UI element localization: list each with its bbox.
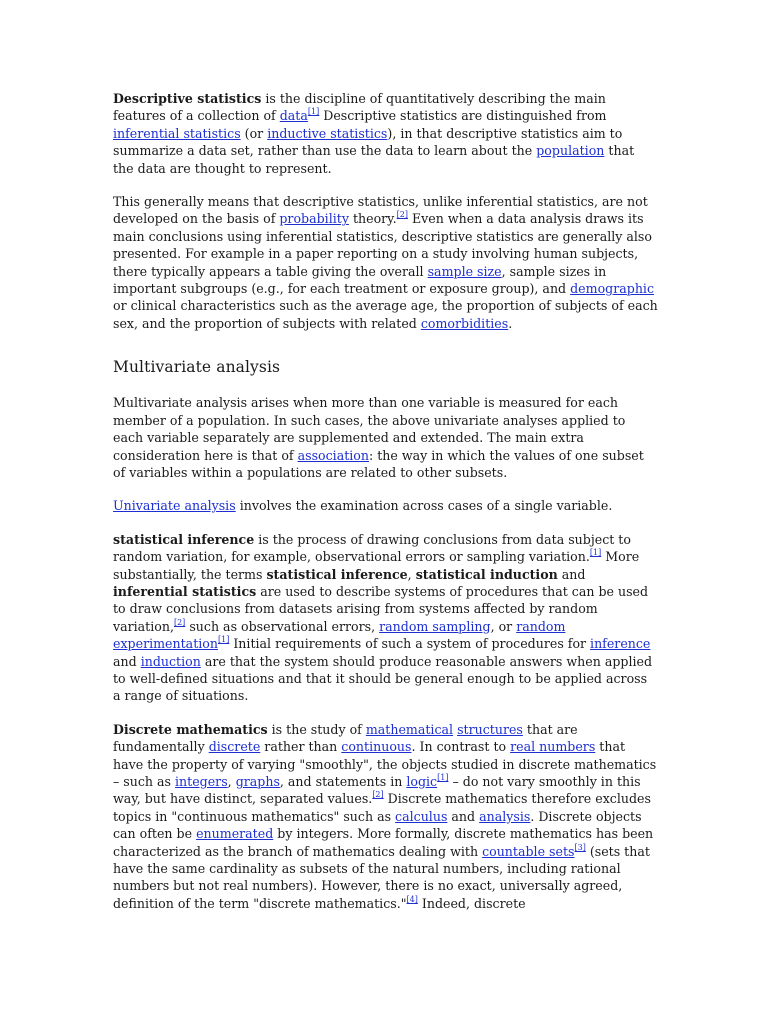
bold-term: Descriptive statistics [113,91,262,106]
citation-link[interactable]: [1] [437,773,449,782]
link-probability[interactable]: probability [279,211,349,227]
citation-link[interactable]: [1] [307,107,320,117]
link-mathematical[interactable]: mathematical [365,721,454,737]
link-univariate-analysis[interactable]: Univariate analysis [113,498,236,514]
citation-link[interactable]: [2] [396,210,408,220]
bold-term: statistical induction [415,566,558,582]
citation-link[interactable]: [1] [217,635,230,645]
citation-link[interactable]: [4] [406,894,418,904]
paragraph-descriptive-details: This generally means that descriptive statistics, unlike inferential statistics, are not developed on the basis of probability theory.[2] Even when a data analysis draws its main conclusions using inferential statistics, descriptive statistics are generally also presented. For example in a paper reporting on a study involving human subjects, there typically appears a table giving the overall sample size, sample sizes in important subgroups (e.g., for each treatment or exposure group), and demographic or clinical characteristics such as the average age, the proportion of subjects of each sex, and the proportion of subjects with related comorbidities. [113,194,658,331]
link-logic[interactable]: logic [406,774,438,789]
link-structures[interactable]: structures [457,721,523,737]
link-inferential-statistics[interactable]: inferential statistics [113,125,241,141]
link-random-experimentation[interactable]: random experimentation [113,618,566,652]
citation-link[interactable]: [3] [574,842,586,852]
link-countable-sets[interactable]: countable sets [482,843,575,859]
link-discrete[interactable]: discrete [208,739,261,755]
paragraph-statistical-inference: statistical inference is the process of drawing conclusions from data subject to random variation, for example, observational errors or sampling variation.[1] More substantially, the terms statistical inference, statistical induction and inferential statistics are used to describe systems of procedures that can be used to draw conclusions from datasets arising from systems affected by random variation,[2] such as observational errors, random sampling, or random experimentation[1] Initial requirements of such a system of procedures for inference and induction are that the system should produce reasonable answers when applied to well-defined situations and that it should be general enough to be applied across a range of situations. [113,531,653,704]
citation-link[interactable]: [1] [589,548,602,558]
link-inference[interactable]: inference [590,636,651,652]
link-analysis[interactable]: analysis [479,808,531,824]
link-demographic[interactable]: demographic [570,281,655,297]
citation-link[interactable]: [2] [372,790,384,800]
citation-link[interactable]: [2] [173,617,186,627]
paragraph-univariate: Univariate analysis involves the examination across cases of a single variable. [113,498,613,514]
bold-term: statistical inference [113,531,255,547]
link-continuous[interactable]: continuous [341,739,412,755]
link-inductive-statistics[interactable]: inductive statistics [267,125,388,141]
bold-term: statistical inference [266,566,408,582]
bold-term: inferential statistics [113,583,257,599]
link-induction[interactable]: induction [140,653,201,669]
link-integers[interactable]: integers [175,774,228,789]
link-data[interactable]: data [279,108,308,124]
link-real-numbers[interactable]: real numbers [510,739,596,755]
link-population[interactable]: population [536,143,605,159]
link-comorbidities[interactable]: comorbidities [420,315,509,331]
bold-term: Discrete mathematics [113,721,268,737]
paragraph-discrete-mathematics: Discrete mathematics is the study of mathematical structures that are fundamentally discrete rather than continuous. In contrast to real numbers that have the property of varying "smoothly", the objects studied in discrete mathematics – such as integers, graphs, and statements in logic[1] – do not vary smoothly in this way, but have distinct, separated values.[2] Discrete mathematics therefore excludes topics in "continuous mathematics" such as calculus and analysis. Discrete objects can often be enumerated by integers. More formally, discrete mathematics has been characterized as the branch of mathematics dealing with countable sets[3] (sets that have the same cardinality as subsets of the natural numbers, including rational numbers but not real numbers). However, there is no exact, universally agreed, definition of the term "discrete mathematics."[4] Indeed, discrete [113,721,657,911]
link-graphs[interactable]: graphs [235,774,280,789]
section-heading: Multivariate analysis [113,358,281,377]
link-sample-size[interactable]: sample size [427,263,502,279]
link-enumerated[interactable]: enumerated [196,826,274,842]
link-random-sampling[interactable]: random sampling [379,618,491,634]
paragraph-descriptive-statistics: Descriptive statistics is the discipline of quantitatively describing the main features of a collection of data[1] Descriptive statistics are distinguished from inferential statistics (or inductive statistics), in that descriptive statistics aim to summarize a data set, rather than use the data to learn about the population that the data are thought to represent. [113,91,635,176]
paragraph-multivariate: Multivariate analysis arises when more than one variable is measured for each member of a population. In such cases, the above univariate analyses applied to each variable separately are supplemented and extended. The main extra consideration here is that of association: the way in which the values of one subset of variables within a populations are related to other subsets. [113,395,644,480]
link-calculus[interactable]: calculus [395,808,448,824]
link-association[interactable]: association [297,447,369,463]
